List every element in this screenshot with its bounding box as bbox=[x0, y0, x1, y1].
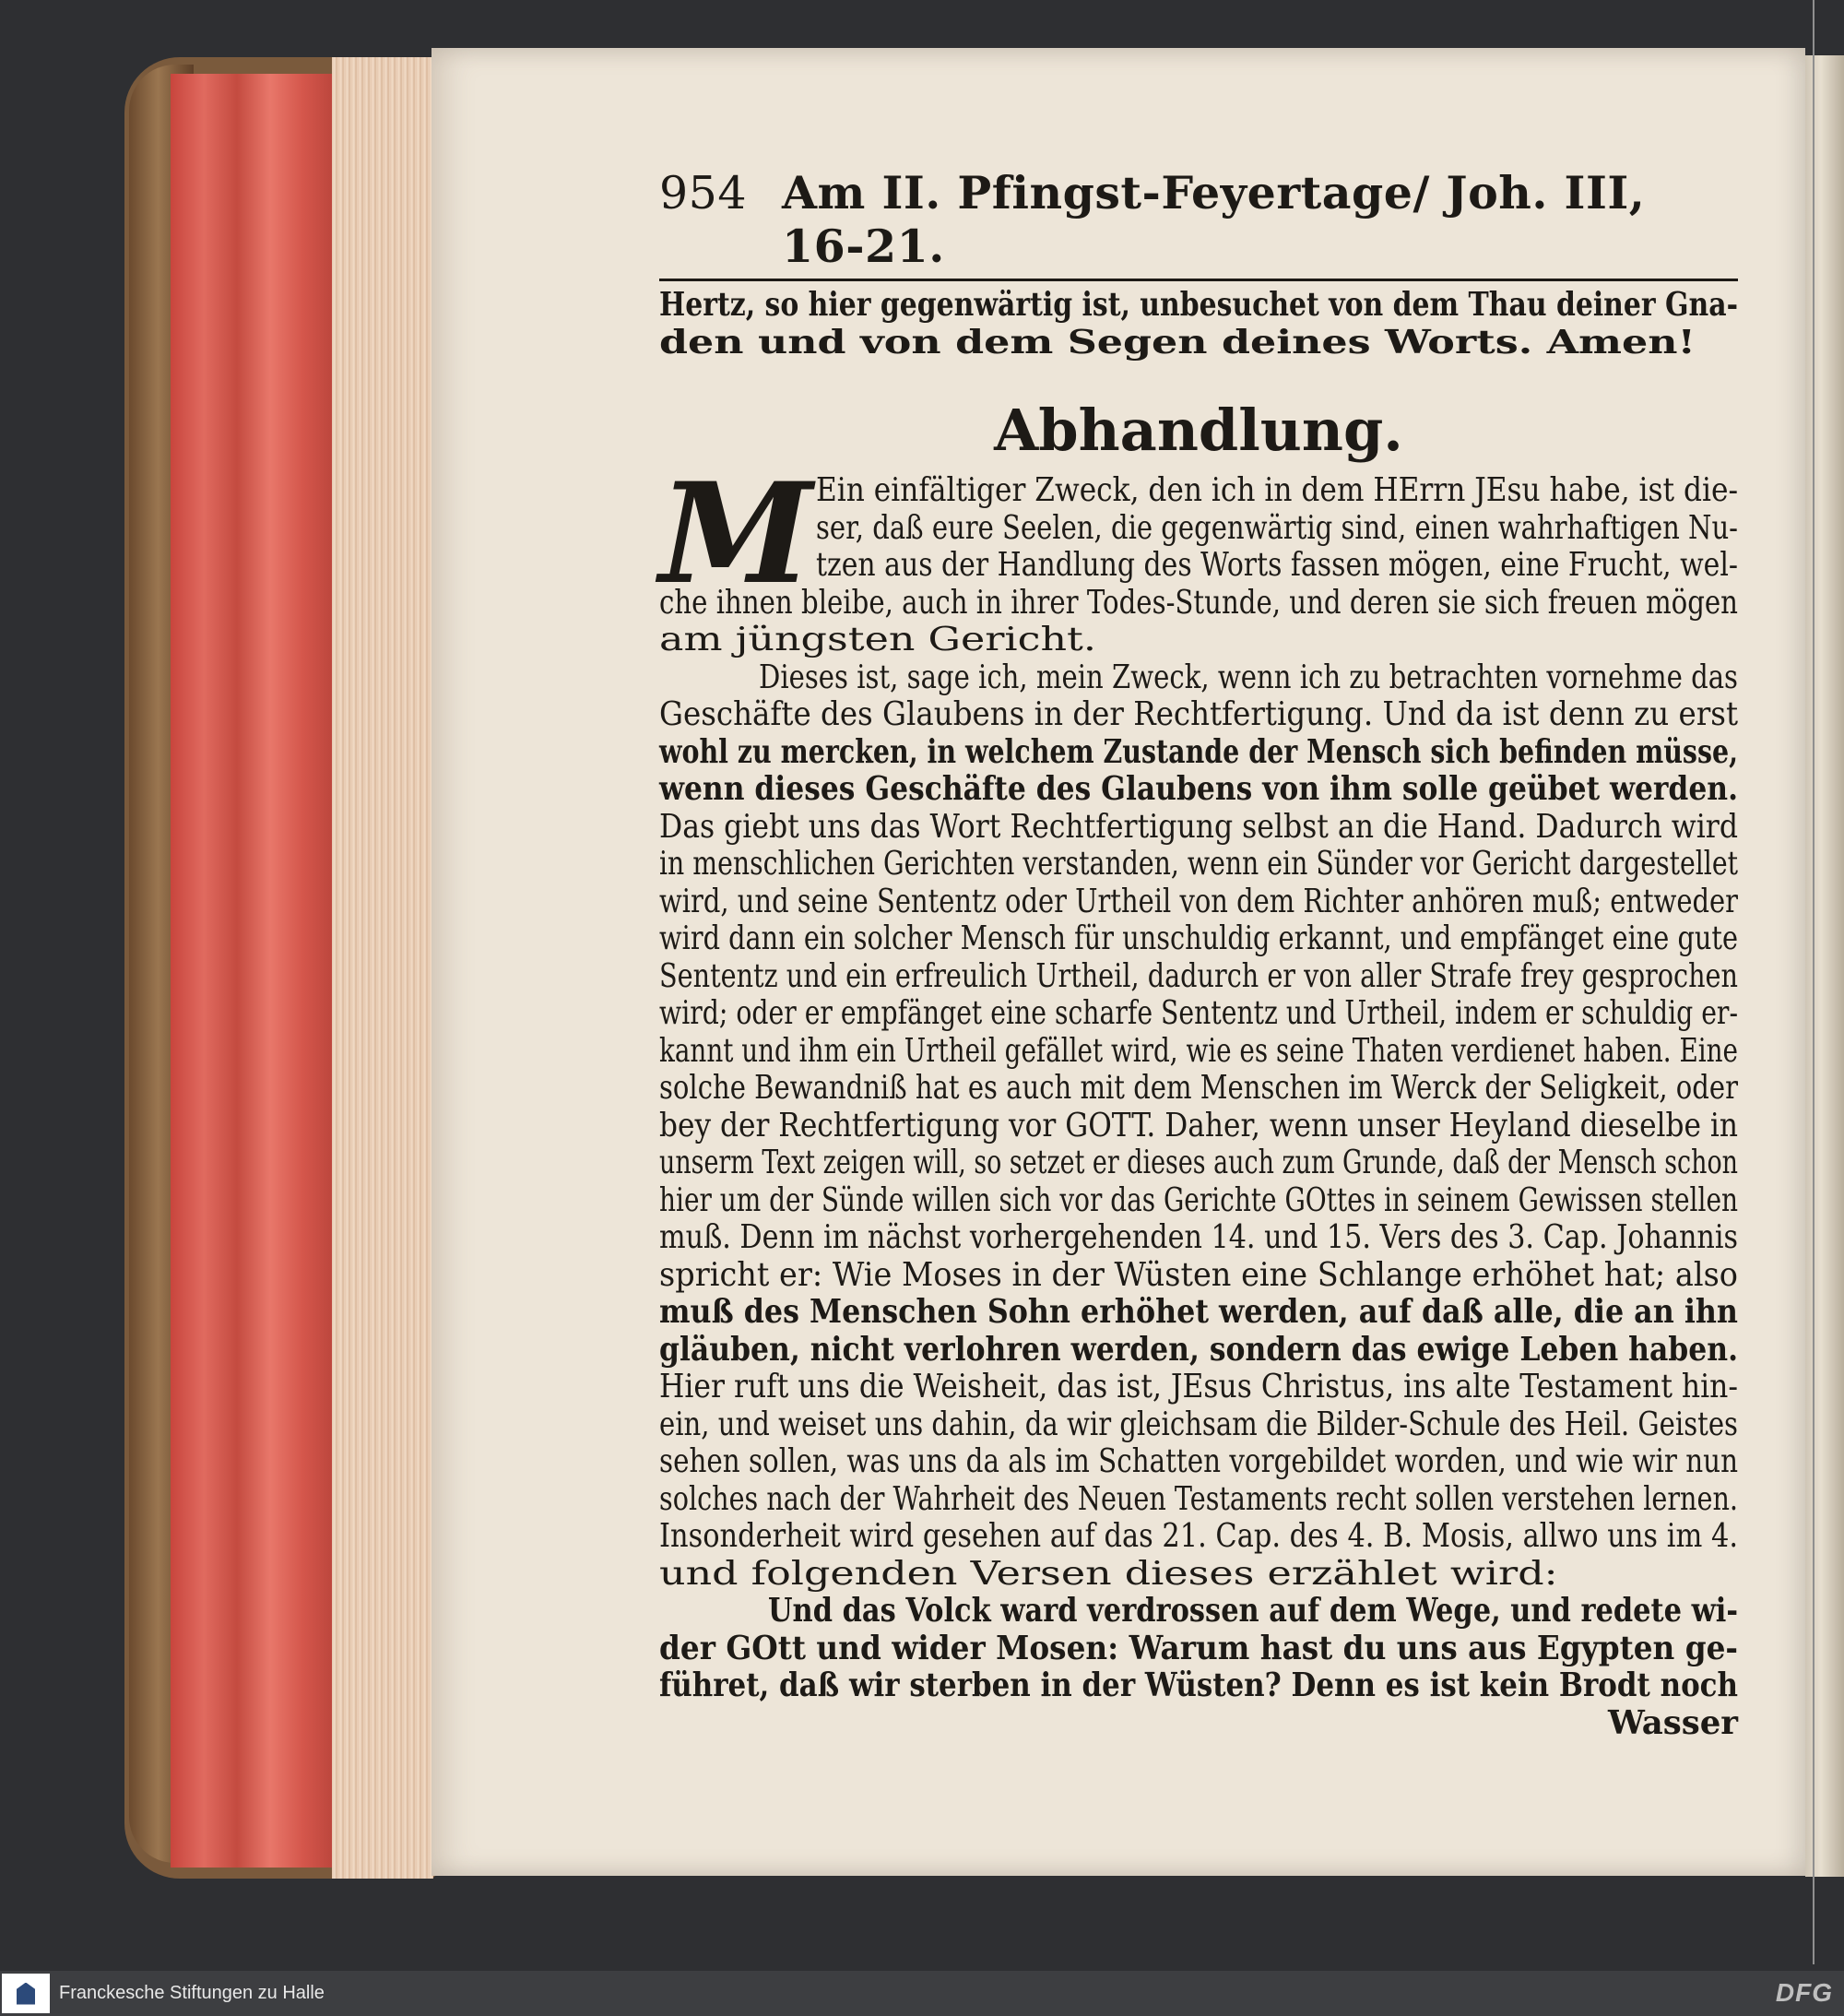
page-text bbox=[659, 166, 1738, 1742]
text-line: unserm Text zeigen will, so setzet er dieses auch zum Grunde, daß der Mensch schon bbox=[659, 1144, 1738, 1181]
text-line: tzen aus der Handlung des Worts fassen mögen, eine Frucht, wel- bbox=[816, 546, 1738, 584]
section-title: Abhandlung. bbox=[994, 397, 1403, 464]
text-line: bey der Rechtfertigung vor GOTT. Daher, wenn unser Heyland dieselbe in bbox=[659, 1106, 1738, 1144]
text-line: hier um der Sünde willen sich vor das Gerichte GOttes in seinem Gewissen stellen bbox=[659, 1180, 1738, 1219]
dfg-badge: DFG bbox=[1775, 1978, 1833, 2007]
text-line: Insonderheit wird gesehen auf das 21. Cap. des 4. B. Mosis, allwo uns im 4. bbox=[659, 1517, 1738, 1555]
footer-bar bbox=[0, 1971, 1844, 2016]
text-line: muß des Menschen Sohn erhöhet werden, auf daß alle, die an ihn bbox=[659, 1293, 1738, 1331]
text-line: solches nach der Wahrheit des Neuen Testaments recht sollen verstehen lernen. bbox=[659, 1479, 1738, 1518]
quote-block bbox=[659, 1593, 1738, 1742]
footer-institution[interactable]: Franckesche Stiftungen zu Halle bbox=[59, 1983, 325, 2003]
text-line: solche Bewandniß hat es auch mit dem Menschen im Werck der Seligkeit, oder bbox=[659, 1069, 1738, 1107]
running-title: Am II. Pfingst-Feyertage/ Joh. III, 16-21. bbox=[782, 166, 1646, 273]
scan-divider bbox=[1813, 0, 1814, 1964]
text-line: wohl zu mercken, in welchem Zustande der Mensch sich befinden müsse, bbox=[659, 732, 1738, 771]
institution-logo-icon bbox=[2, 1974, 50, 2013]
text-line: wenn dieses Geschäfte des Glaubens von ihm solle geübet werden. bbox=[659, 770, 1738, 808]
text-line: und folgenden Versen dieses erzählet wird: bbox=[659, 1554, 1558, 1593]
quote-line: der GOtt und wider Mosen: Warum hast du uns aus Egypten ge- bbox=[659, 1629, 1738, 1667]
text-line: che ihnen bleibe, auch in ihrer Todes-Stunde, und deren sie sich freuen mögen bbox=[659, 583, 1738, 622]
text-line: Ein einfältiger Zweck, den ich in dem HErrn JEsu habe, ist die- bbox=[816, 471, 1738, 509]
text-line: Sententz und ein erfreulich Urtheil, dadurch er von aller Strafe frey gesprochen bbox=[659, 956, 1738, 995]
running-head bbox=[659, 166, 1738, 281]
text-line: den und von dem Segen deines Worts. Amen! bbox=[659, 323, 1696, 362]
paragraph-2 bbox=[659, 659, 1738, 1594]
text-line: in menschlichen Gerichten verstanden, wenn ein Sünder vor Gericht dargestellet bbox=[659, 845, 1738, 883]
text-line: wird dann ein solcher Mensch für unschuldig erkannt, und empfänget eine gute bbox=[659, 919, 1738, 957]
drop-cap: M bbox=[659, 453, 813, 615]
paragraph-1 bbox=[659, 453, 1738, 659]
text-line: ser, daß eure Seelen, die gegenwärtig sind, einen wahrhaftigen Nu- bbox=[816, 508, 1738, 547]
text-line: am jüngsten Gericht. bbox=[659, 621, 1097, 658]
text-line: kannt und ihm ein Urtheil gefället wird, wie es seine Thaten verdienet haben. Eine bbox=[659, 1031, 1738, 1070]
opening-lines bbox=[659, 287, 1738, 362]
page-number: 954 bbox=[659, 167, 748, 219]
quote-line: Und das Volck ward verdrossen auf dem Wege, und redete wi- bbox=[768, 1592, 1738, 1630]
red-page-edges bbox=[171, 74, 337, 1868]
text-line: Das giebt uns das Wort Rechtfertigung selbst an die Hand. Dadurch wird bbox=[659, 807, 1738, 846]
quote-line: führet, daß wir sterben in der Wüsten? Denn es ist kein Brodt noch bbox=[659, 1666, 1738, 1704]
text-line: Hier ruft uns die Weisheit, das ist, JEsus Christus, ins alte Testament hin- bbox=[659, 1368, 1738, 1405]
text-line: sehen sollen, was uns da als im Schatten vorgebildet worden, und wie wir nun bbox=[659, 1442, 1738, 1480]
page-stack bbox=[332, 57, 433, 1879]
text-line: spricht er: Wie Moses in der Wüsten eine Schlange erhöhet hat; also bbox=[659, 1255, 1738, 1294]
text-line: wird; oder er empfänget eine scharfe Sententz und Urtheil, indem er schuldig er- bbox=[659, 994, 1738, 1032]
text-line: Geschäfte des Glaubens in der Rechtfertigung. Und da ist denn zu erst bbox=[659, 695, 1738, 733]
text-line: wird, und seine Sententz oder Urtheil von dem Richter anhören muß; entweder bbox=[659, 882, 1738, 920]
text-line: Dieses ist, sage ich, mein Zweck, wenn ich zu betrachten vornehme das bbox=[759, 658, 1738, 696]
text-line: muß. Denn im nächst vorhergehenden 14. und 15. Vers des 3. Cap. Johannis bbox=[659, 1218, 1738, 1256]
text-line: ein, und weiset uns dahin, da wir gleichsam die Bilder-Schule des Heil. Geistes bbox=[659, 1405, 1738, 1443]
text-line: gläuben, nicht verlohren werden, sondern das ewige Leben haben. bbox=[659, 1330, 1738, 1369]
catchword: Wasser bbox=[1607, 1703, 1738, 1742]
text-line: Hertz, so hier gegenwärtig ist, unbesuchet von dem Thau deiner Gna- bbox=[659, 286, 1738, 324]
